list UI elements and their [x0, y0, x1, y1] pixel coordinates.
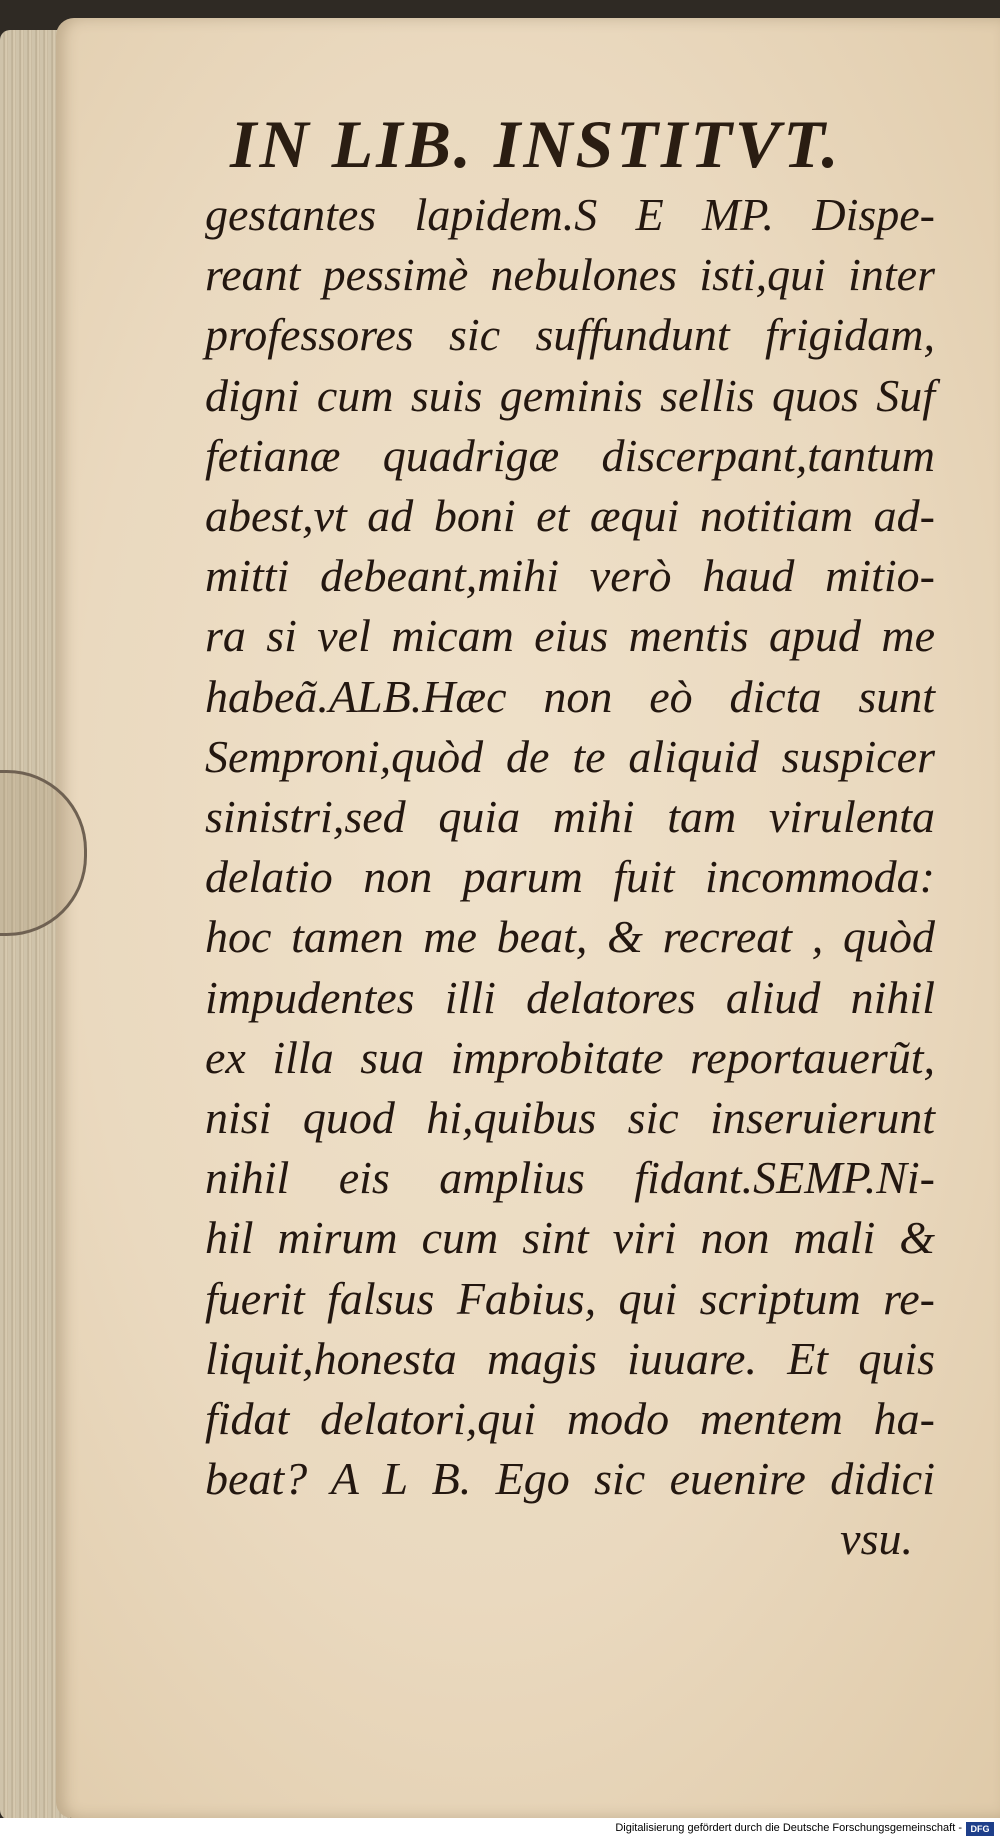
- text-line: Semproni,quòd de te aliquid suspicer: [205, 730, 935, 782]
- catchword: vsu.: [840, 1513, 913, 1565]
- text-line: abest,vt ad boni et æqui notitiam ad-: [205, 490, 935, 542]
- text-line: beat? A L B. Ego sic euenire didici: [205, 1453, 935, 1505]
- text-line: ex illa sua improbitate reportauerũt,: [205, 1031, 935, 1083]
- text-line: hoc tamen me beat, & recreat , quòd: [205, 911, 935, 963]
- digitization-footer: [0, 1818, 1000, 1841]
- text-line: hil mirum cum sint viri non mali &: [205, 1212, 935, 1264]
- text-line: sinistri,sed quia mihi tam virulenta: [205, 791, 935, 843]
- funding-credit: Digitalisierung gefördert durch die Deutsche Forschungsgemeinschaft -: [615, 1822, 962, 1834]
- text-line: habeã.ALB.Hæc non eò dicta sunt: [205, 670, 935, 722]
- text-line: fidat delatori,qui modo mentem ha-: [205, 1393, 935, 1445]
- text-line: gestantes lapidem.S E MP. Dispe-: [205, 189, 935, 240]
- text-line: nihil eis amplius fidant.SEMP.Ni-: [205, 1152, 935, 1204]
- text-line: digni cum suis geminis sellis quos Suf: [205, 369, 935, 421]
- text-line: professores sic suffundunt frigidam,: [205, 309, 935, 361]
- text-line: liquit,honesta magis iuuare. Et quis: [205, 1332, 935, 1384]
- text-line: fuerit falsus Fabius, qui scriptum re-: [205, 1272, 935, 1324]
- text-line: impudentes illi delatores aliud nihil: [205, 971, 935, 1023]
- text-line: delatio non parum fuit incommoda:: [205, 851, 935, 903]
- text-line: nisi quod hi,quibus sic inseruierunt: [205, 1092, 935, 1144]
- text-line: mitti debeant,mihi verò haud mitio-: [205, 550, 935, 602]
- text-line: fetianæ quadrigæ discerpant,tantum: [205, 429, 935, 481]
- body-text: [205, 185, 935, 1570]
- dfg-logo: DFG: [966, 1822, 994, 1836]
- running-head: IN LIB. INSTITVT.: [230, 106, 842, 182]
- text-line: ra si vel micam eius mentis apud me: [205, 610, 935, 662]
- text-line: reant pessimè nebulones isti,qui inter: [205, 249, 935, 301]
